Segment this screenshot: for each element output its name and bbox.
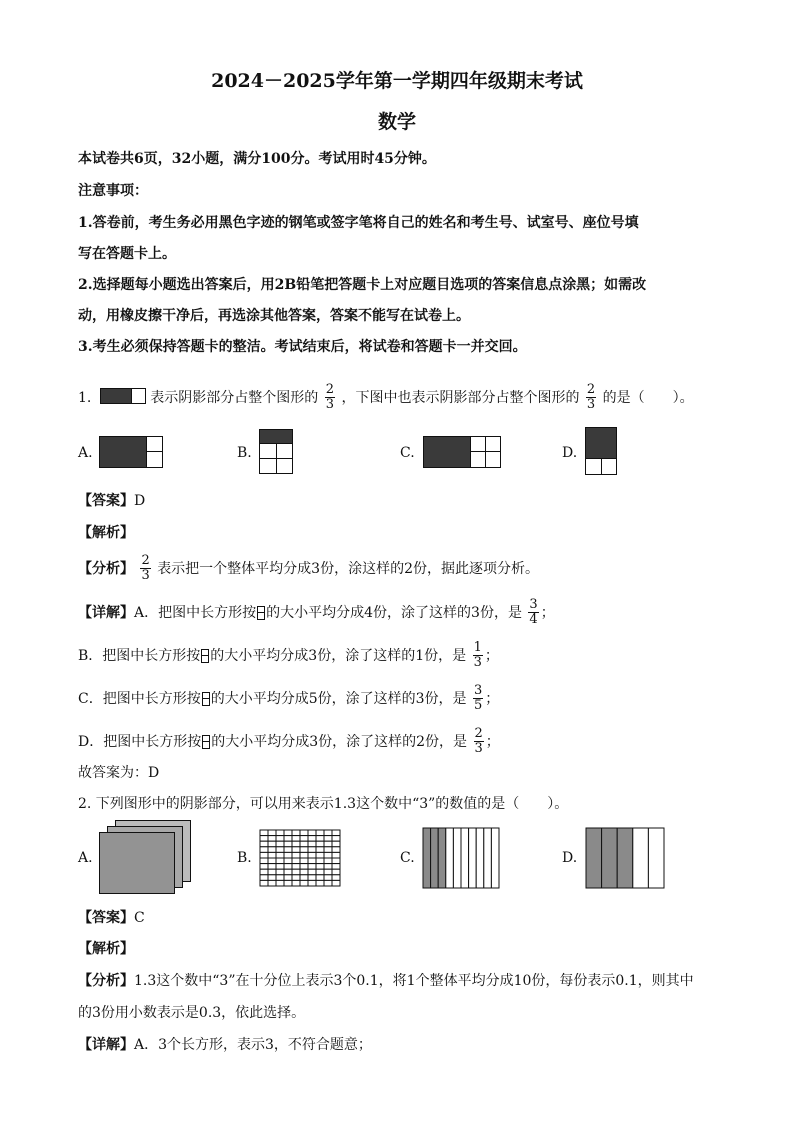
grid-cell bbox=[332, 847, 340, 853]
grid-cell bbox=[260, 847, 268, 853]
question-2-stem: 2. 下列图形中的阴影部分，可以用来表示1.3这个数中“3”的数值的是（ ）。 bbox=[78, 796, 569, 812]
q1-conclusion: 故答案为：D bbox=[78, 765, 160, 781]
grid-cell bbox=[308, 830, 316, 836]
grid-cell bbox=[268, 858, 276, 864]
grid-cell bbox=[292, 864, 300, 870]
grid-cell bbox=[300, 852, 308, 858]
q1-detail-a: 【详解】A．把图中长方形按 的大小平均分成4份，涂了这样的3份，是 $\frac{3}{4}$ ； bbox=[78, 597, 555, 627]
grid-cell bbox=[308, 880, 316, 886]
grid-cell bbox=[284, 830, 292, 836]
option-a-label: A. bbox=[78, 850, 93, 866]
grid-cell bbox=[268, 847, 276, 853]
q1-analysis-label: 【解析】 bbox=[78, 525, 134, 541]
grid-cell bbox=[300, 858, 308, 864]
grid-cell bbox=[324, 841, 332, 847]
grid-cell bbox=[324, 852, 332, 858]
grid-cell bbox=[292, 841, 300, 847]
grid-cell bbox=[260, 830, 268, 836]
option-c-label: C. bbox=[400, 850, 415, 866]
q1-detail-d: D．把图中长方形按 的大小平均分成3份，涂了这样的2份，是 $\frac{2}{3}$ ； bbox=[78, 726, 500, 756]
option-b-label: B. bbox=[237, 850, 252, 866]
notice-line: 3.考生必须保持答题卡的整洁。考试结束后，将试卷和答题卡一并交回。 bbox=[78, 339, 527, 355]
grid-cell bbox=[332, 858, 340, 864]
grid-cell bbox=[308, 864, 316, 870]
grid-cell bbox=[324, 847, 332, 853]
question-number: 1. bbox=[78, 390, 92, 406]
strip bbox=[476, 828, 484, 888]
page-title: 2024－2025学年第一学期四年级期末考试 bbox=[211, 70, 583, 92]
grid-cell bbox=[324, 869, 332, 875]
grid-cell bbox=[260, 852, 268, 858]
q2-fenxi-line: 【分析】1.3这个数中“3”在十分位上表示3个0.1，将1个整体平均分成10份，每份表示0.1，则其中 bbox=[78, 973, 694, 989]
grid-cell bbox=[316, 880, 324, 886]
grid-cell bbox=[332, 880, 340, 886]
grid-cell bbox=[284, 864, 292, 870]
grid-cell bbox=[260, 841, 268, 847]
grid-cell bbox=[324, 836, 332, 842]
strip bbox=[586, 828, 602, 888]
unit-rect-icon bbox=[202, 692, 210, 706]
notice-title: 注意事项： bbox=[78, 183, 148, 199]
q2-analysis-label: 【解析】 bbox=[78, 941, 134, 957]
grid-cell bbox=[300, 847, 308, 853]
grid-cell bbox=[292, 880, 300, 886]
grid-cell bbox=[260, 869, 268, 875]
grid-cell bbox=[284, 836, 292, 842]
grid-cell bbox=[284, 880, 292, 886]
strip bbox=[431, 828, 439, 888]
grid-cell bbox=[292, 836, 300, 842]
q2-answer: 【答案】C bbox=[78, 910, 145, 926]
grid-cell bbox=[308, 847, 316, 853]
fraction-two-thirds: $\frac{2}{3}$ bbox=[586, 382, 596, 412]
grid-cell bbox=[268, 875, 276, 881]
grid-cell bbox=[268, 864, 276, 870]
grid-cell bbox=[276, 830, 284, 836]
q2-detail-a: 【详解】A．3个长方形，表示3，不符合题意； bbox=[78, 1037, 372, 1053]
grid-cell bbox=[284, 852, 292, 858]
grid-cell bbox=[300, 875, 308, 881]
strip bbox=[617, 828, 633, 888]
unit-rect-icon bbox=[201, 649, 209, 663]
grid-cell bbox=[276, 880, 284, 886]
sample-figure bbox=[100, 388, 146, 404]
grid-cell bbox=[284, 858, 292, 864]
grid-cell bbox=[316, 836, 324, 842]
strip bbox=[461, 828, 469, 888]
grid-cell bbox=[260, 880, 268, 886]
fraction-two-thirds: $\frac{2}{3}$ bbox=[325, 382, 334, 412]
grid-cell bbox=[316, 875, 324, 881]
grid-cell bbox=[260, 836, 268, 842]
notice-line: 2.选择题每小题选出答案后，用2B铅笔把答题卡上对应题目选项的答案信息点涂黑；如需改 bbox=[78, 277, 647, 293]
grid-cell bbox=[316, 858, 324, 864]
option-a-label: A. bbox=[78, 445, 93, 461]
grid-cell bbox=[332, 875, 340, 881]
strip bbox=[423, 828, 431, 888]
option-b-label: B. bbox=[237, 445, 252, 461]
q1-detail-b: B．把图中长方形按 的大小平均分成3份，涂了这样的1份，是 $\frac{1}{3}$ ； bbox=[78, 640, 499, 670]
grid-cell bbox=[332, 841, 340, 847]
grid-cell bbox=[316, 864, 324, 870]
grid-cell bbox=[292, 875, 300, 881]
grid-cell bbox=[284, 847, 292, 853]
question-1-stem: 1. 表示阴影部分占整个图形的 $\frac{2}{3}$ ，下图中也表示阴影部分占整个图形的 $\frac{2}{3}$ 的是（ ）。 bbox=[78, 382, 694, 412]
grid-cell bbox=[276, 852, 284, 858]
strip bbox=[453, 828, 461, 888]
grid-cell bbox=[276, 875, 284, 881]
grid-cell bbox=[308, 852, 316, 858]
strip bbox=[438, 828, 446, 888]
grid-cell bbox=[300, 841, 308, 847]
notice-line: 动，用橡皮擦干净后，再选涂其他答案，答案不能写在试卷上。 bbox=[78, 308, 470, 324]
option-c-figure bbox=[423, 436, 501, 468]
option-d-label: D. bbox=[562, 445, 578, 461]
grid-cell bbox=[260, 858, 268, 864]
option-b-figure bbox=[259, 429, 293, 474]
strip bbox=[633, 828, 649, 888]
option-d-figure bbox=[585, 427, 617, 475]
q1-detail-c: C．把图中长方形按 的大小平均分成5份，涂了这样的3份，是 $\frac{3}{5}$ ； bbox=[78, 683, 500, 713]
q1-fenxi: 【分析】 $\frac{2}{3}$ 表示把一个整体平均分成3份，涂这样的2份，据此逐项分析。 bbox=[78, 553, 540, 583]
grid-cell bbox=[308, 858, 316, 864]
grid-cell bbox=[332, 836, 340, 842]
option-c-label: C. bbox=[400, 445, 415, 461]
grid-cell bbox=[332, 869, 340, 875]
strip bbox=[491, 828, 499, 888]
grid-cell bbox=[316, 852, 324, 858]
grid-cell bbox=[268, 836, 276, 842]
exam-summary: 本试卷共6页，32小题，满分100分。考试用时45分钟。 bbox=[78, 151, 436, 167]
grid-cell bbox=[268, 852, 276, 858]
grid-cell bbox=[292, 830, 300, 836]
grid-cell bbox=[300, 869, 308, 875]
grid-cell bbox=[276, 836, 284, 842]
grid-cell bbox=[308, 841, 316, 847]
grid-cell bbox=[268, 830, 276, 836]
grid-cell bbox=[292, 858, 300, 864]
grid-cell bbox=[300, 830, 308, 836]
grid-cell bbox=[292, 869, 300, 875]
grid-cell bbox=[324, 880, 332, 886]
grid-cell bbox=[316, 841, 324, 847]
grid-cell bbox=[284, 869, 292, 875]
grid-cell bbox=[276, 864, 284, 870]
subject-title: 数学 bbox=[377, 111, 416, 133]
grid-cell bbox=[284, 841, 292, 847]
strip bbox=[602, 828, 618, 888]
grid-cell bbox=[300, 836, 308, 842]
grid-cell bbox=[276, 847, 284, 853]
grid-cell bbox=[268, 841, 276, 847]
grid-cell bbox=[260, 864, 268, 870]
grid-cell bbox=[332, 830, 340, 836]
grid-cell bbox=[292, 852, 300, 858]
grid-cell bbox=[292, 847, 300, 853]
strip bbox=[446, 828, 454, 888]
grid-cell bbox=[316, 869, 324, 875]
grid-cell bbox=[308, 869, 316, 875]
grid-cell bbox=[276, 858, 284, 864]
option-a-figure bbox=[99, 436, 163, 468]
grid-cell bbox=[300, 864, 308, 870]
option-d-label: D. bbox=[562, 850, 578, 866]
grid-cell bbox=[308, 836, 316, 842]
option-a-figure bbox=[99, 820, 191, 894]
option-c-strips bbox=[422, 827, 500, 889]
grid-cell bbox=[268, 880, 276, 886]
strip bbox=[484, 828, 492, 888]
grid-cell bbox=[324, 830, 332, 836]
grid-cell bbox=[276, 869, 284, 875]
strip bbox=[648, 828, 664, 888]
unit-rect-icon bbox=[257, 606, 265, 620]
grid-cell bbox=[316, 847, 324, 853]
grid-cell bbox=[284, 875, 292, 881]
grid-cell bbox=[300, 880, 308, 886]
grid-cell bbox=[332, 864, 340, 870]
option-b-grid bbox=[259, 829, 341, 887]
option-d-strips bbox=[585, 827, 665, 889]
q1-answer: 【答案】D bbox=[78, 493, 146, 509]
strip bbox=[469, 828, 477, 888]
notice-line: 1.答卷前，考生务必用黑色字迹的钢笔或签字笔将自己的姓名和考生号、试室号、座位号填 bbox=[78, 215, 639, 231]
grid-cell bbox=[324, 864, 332, 870]
unit-rect-icon bbox=[202, 735, 210, 749]
grid-cell bbox=[268, 869, 276, 875]
notice-line: 写在答题卡上。 bbox=[78, 246, 176, 262]
grid-cell bbox=[276, 841, 284, 847]
grid-cell bbox=[324, 875, 332, 881]
q2-fenxi-line: 的3份用小数表示是0.3，依此选择。 bbox=[78, 1005, 306, 1021]
grid-cell bbox=[316, 830, 324, 836]
grid-cell bbox=[260, 875, 268, 881]
grid-cell bbox=[332, 852, 340, 858]
grid-cell bbox=[324, 858, 332, 864]
grid-cell bbox=[308, 875, 316, 881]
